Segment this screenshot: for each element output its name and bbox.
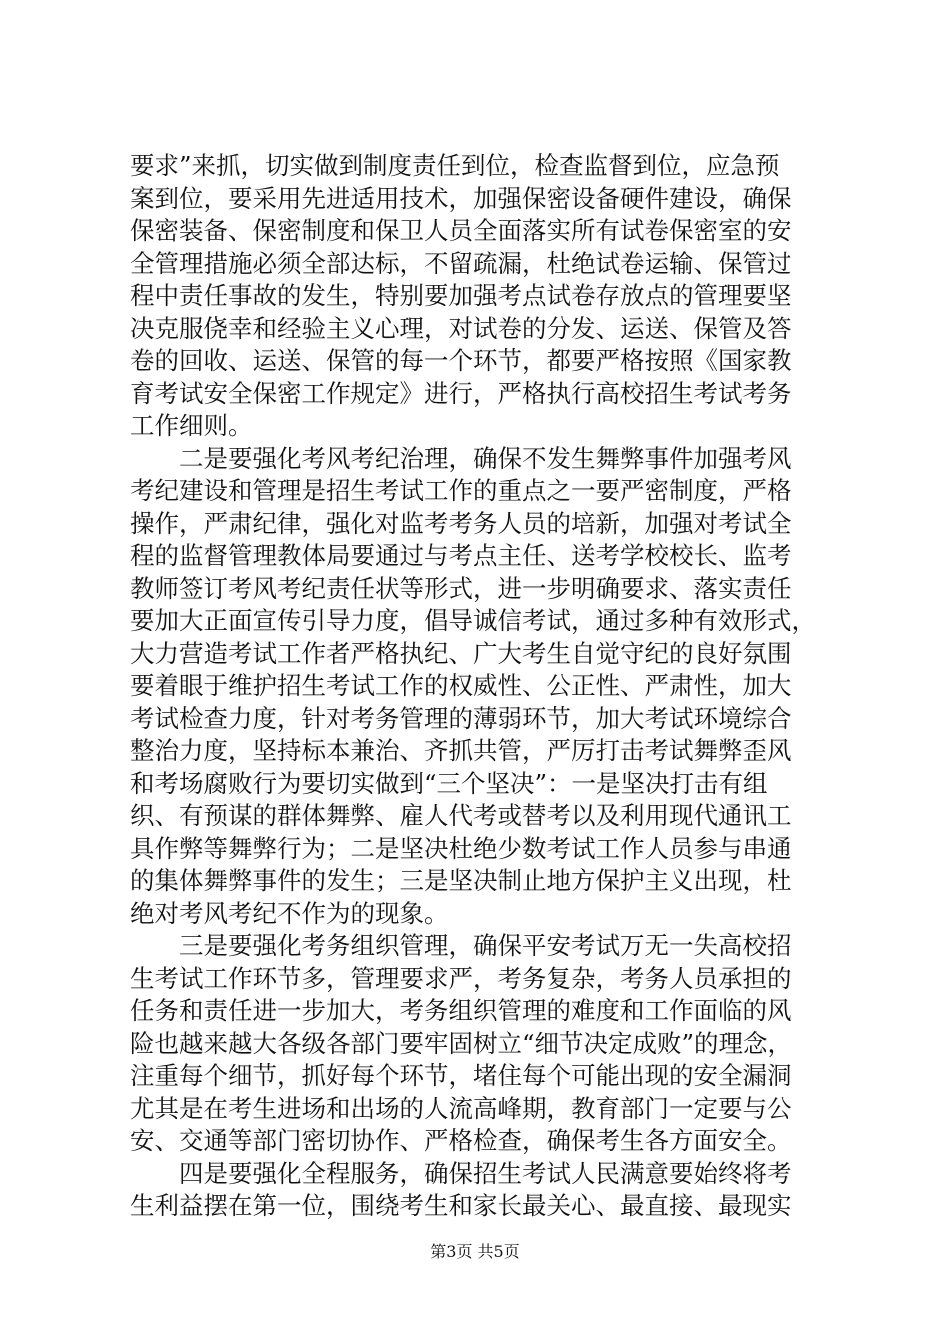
text-line: 要加大正面宣传引导力度，倡导诚信考试，通过多种有效形式， [130,606,816,635]
paragraph-first-line: 四是要强化全程服务，确保招生考试人民满意要始终将考 [179,1158,792,1188]
text-line: 考试检查力度，针对考务管理的薄弱环节，加大考试环境综合 [130,703,792,733]
text-line: 的集体舞弊事件的发生；三是坚决制止地方保护主义出现，杜 [130,866,792,895]
text-line: 大力营造考试工作者严格执纪、广大考生自觉守纪的良好氛围 [130,638,792,668]
text-line: 注重每个细节，抓好每个环节，堵住每个可能出现的安全漏洞 [130,1061,792,1090]
paragraph-first-line: 三是要强化考务组织管理，确保平安考试万无一失高校招 [179,931,792,960]
text-line: 卷的回收、运送、保管的每一个环节，都要严格按照《国家教 [130,346,792,375]
text-line: 考纪建设和管理是招生考试工作的重点之一要严密制度，严格 [130,476,792,505]
text-line: 生考试工作环节多，管理要求严，考务复杂，考务人员承担的 [130,963,792,993]
text-line: 任务和责任进一步加大，考务组织管理的难度和工作面临的风 [130,996,792,1025]
text-line: 和考场腐败行为要切实做到“三个坚决”：一是坚决打击有组 [130,768,768,798]
text-line: 要着眼于维护招生考试工作的权威性、公正性、严肃性，加大 [130,671,792,700]
text-line: 程的监督管理教体局要通过与考点主任、送考学校校长、监考 [130,541,792,570]
text-line: 绝对考风考纪不作为的现象。 [130,898,449,928]
text-line: 案到位，要采用先进适用技术，加强保密设备硬件建设，确保 [130,183,792,213]
text-line: 生利益摆在第一位，围绕考生和家长最关心、最直接、最现实 [130,1191,792,1220]
text-line: 整治力度，坚持标本兼治、齐抓共管，严厉打击考试舞弊歪风 [130,736,792,765]
text-line: 尤其是在考生进场和出场的人流高峰期，教育部门一定要与公 [130,1093,792,1123]
text-line: 具作弊等舞弊行为；二是坚决杜绝少数考试工作人员参与串通 [130,833,792,863]
text-line: 保密装备、保密制度和保卫人员全面落实所有试卷保密室的安 [130,216,792,245]
text-line: 操作，严肃纪律，强化对监考考务人员的培新，加强对考试全 [130,508,792,538]
text-lines [130,150,830,1223]
text-line: 教师签订考风考纪责任状等形式，进一步明确要求、落实责任 [130,573,792,603]
text-line: 工作细则。 [130,411,253,440]
text-line: 程中责任事故的发生，特别要加强考点试卷存放点的管理要坚 [130,281,792,310]
text-line: 育考试安全保密工作规定》进行，严格执行高校招生考试考务 [130,378,792,408]
text-line: 要求”来抓，切实做到制度责任到位，检查监督到位，应急预 [130,151,780,180]
page-footer: 第3页 共5页 [430,1242,520,1261]
paragraph-first-line: 二是要强化考风考纪治理，确保不发生舞弊事件加强考风 [179,443,792,473]
text-line: 全管理措施必须全部达标，不留疏漏，杜绝试卷运输、保管过 [130,248,792,278]
text-line: 险也越来越大各级各部门要牢固树立“细节决定成败”的理念， [130,1028,793,1058]
text-line: 织、有预谋的群体舞弊、雇人代考或替考以及利用现代通讯工 [130,801,792,830]
document-body [130,150,830,1223]
text-line: 决克服侥幸和经验主义心理，对试卷的分发、运送、保管及答 [130,313,792,343]
text-line: 安、交通等部门密切协作、严格检查，确保考生各方面安全。 [130,1126,792,1155]
